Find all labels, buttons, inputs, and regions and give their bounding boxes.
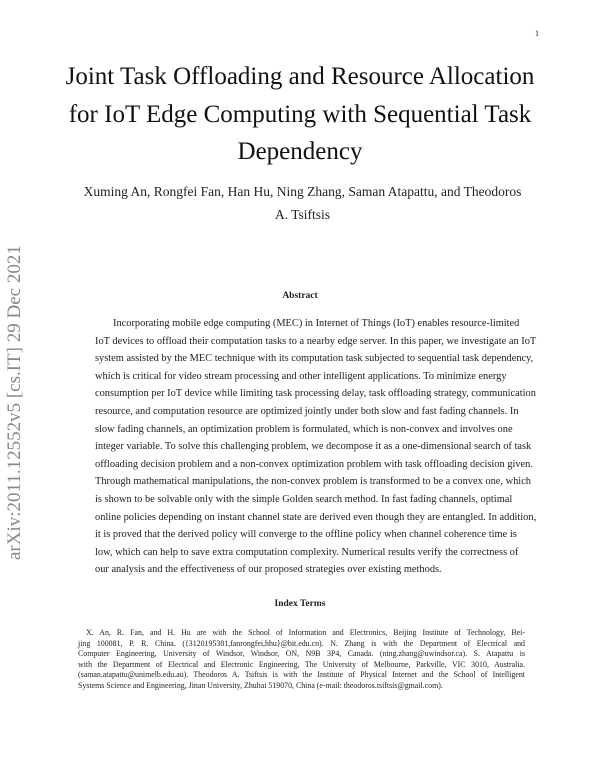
abstract-heading: Abstract: [282, 291, 318, 301]
footnote-line: Computer Engineering, University of Windsor, Windsor, ON, N9B 3P4, Canada. (ning.zhang@uwindsor.ca). S. Atapattu is: [78, 649, 525, 659]
title-line: for IoT Edge Computing with Sequential Task: [68, 100, 532, 128]
abstract-line: resource, and computation resource are optimized jointly under both slow and fast fading channels. In: [95, 405, 519, 417]
abstract-line: is shown to be solvable only with the simple Golden search method. In fast fading channels, optimal: [95, 493, 513, 505]
abstract-line: consumption per IoT device while limiting task processing delay, task offloading strategy, communication: [95, 388, 536, 400]
abstract-line: IoT devices to offload their computation tasks to a nearby edge server. In this paper, we investigate an IoT: [95, 335, 537, 347]
abstract-line: slow fading channels, an optimization problem is formulated, which is non-convex and involves one: [95, 423, 513, 435]
author-list: [80, 180, 525, 226]
index-terms-heading: Index Terms: [274, 599, 326, 609]
author-affiliation-footnote: [78, 628, 525, 692]
abstract-line: low, which can help to save extra computation complexity. Numerical results verify the correctness of: [95, 546, 519, 558]
abstract-line: integer variable. To solve this challenging problem, we decompose it as a one-dimensional search of task: [95, 441, 532, 453]
abstract-line: Incorporating mobile edge computing (MEC) in Internet of Things (IoT) enables resource-limited: [113, 318, 520, 329]
abstract-body: [95, 315, 537, 579]
abstract-line: our analysis and the effectiveness of our proposed strategies over existing methods.: [95, 564, 442, 576]
footnote-line: (saman.atapattu@unimelb.edu.au). Theodoros A. Tsiftsis is with the Institute of Physical Internet and the School of Intelligent: [78, 670, 525, 680]
page-number: 1: [535, 29, 539, 38]
author-line: Xuming An, Rongfei Fan, Han Hu, Ning Zhang, Saman Atapattu, and Theodoros: [83, 184, 522, 199]
title-line: Dependency: [237, 138, 363, 165]
title-line: Joint Task Offloading and Resource Allocation: [65, 63, 535, 90]
footnote-line: jing 100081, P. R. China. ({3120195381,fanrongfei,hhu}@bit.edu.cn). N. Zhang is with the Department of Electrical and: [78, 638, 525, 648]
footnote-line: X. An, R. Fan, and H. Hu are with the School of Information and Electronics, Beijing Institute of Technology, Bei-: [86, 628, 525, 637]
abstract-line: it is proved that the derived policy will converge to the offline policy when channel coherence time is: [95, 529, 517, 541]
arxiv-stamp: arXiv:2011.12552v5 [cs.IT] 29 Dec 2021: [4, 245, 25, 560]
footnote-line: Systems Science and Engineering, Jinan University, Zhuhai 519070, China (e-mail: theodoros.tsiftsis@gmail.com).: [78, 680, 443, 690]
abstract-line: offloading decision problem and a non-convex optimization problem with task offloading decision given.: [95, 458, 533, 470]
paper-title: [60, 58, 540, 171]
author-line: A. Tsiftsis: [274, 207, 331, 222]
abstract-line: online policies depending on instant channel state are derived even though they are entangled. In addition,: [95, 511, 537, 523]
abstract-line: Through mathematical manipulations, the non-convex problem is transformed to be a convex one, which: [95, 476, 531, 488]
abstract-line: system assisted by the MEC technique with its computation task subjected to sequential task dependency,: [95, 353, 534, 365]
abstract-line: which is critical for video stream processing and other intelligent applications. To minimize energy: [95, 370, 507, 382]
footnote-line: with the Department of Electrical and Electronic Engineering, The University of Melbourne, Parkville, VIC 3010, Australia.: [78, 659, 525, 669]
